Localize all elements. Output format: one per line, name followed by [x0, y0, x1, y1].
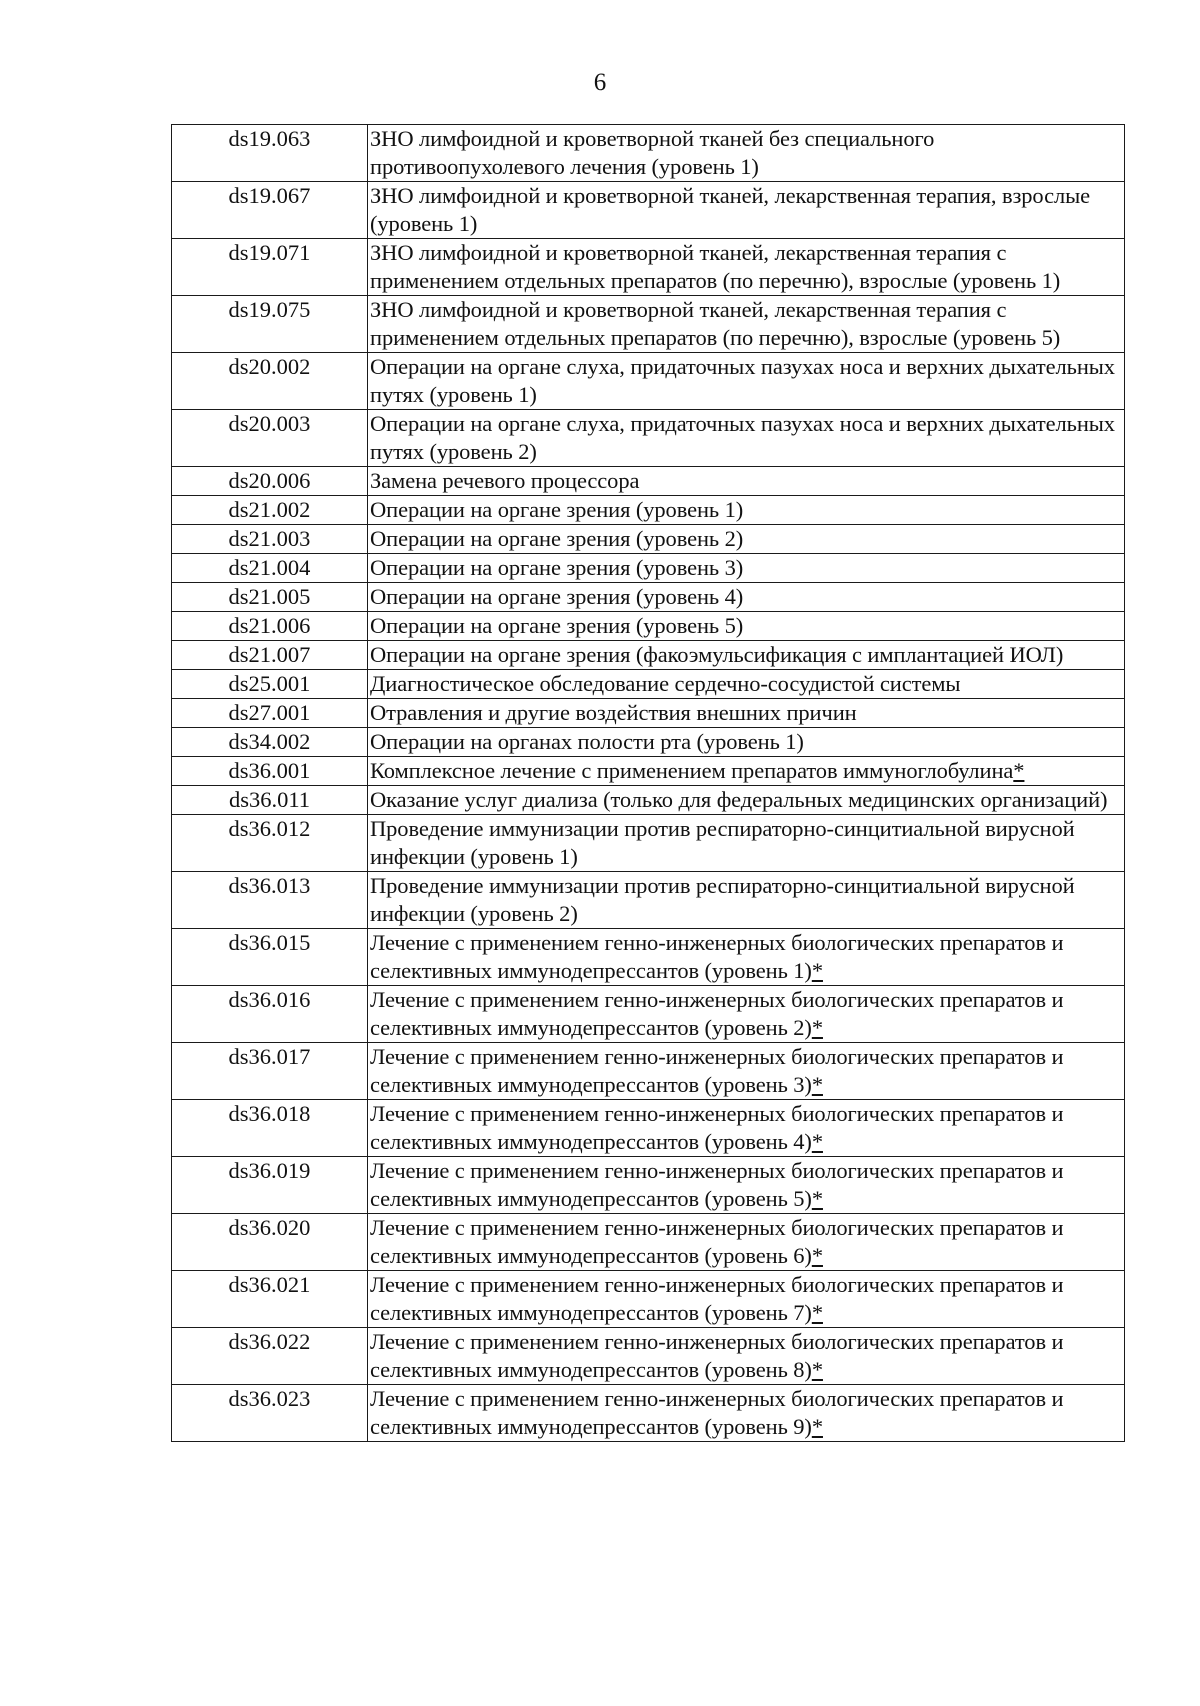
footnote-asterisk: * — [1013, 758, 1025, 783]
row-code: ds25.001 — [172, 670, 368, 699]
row-code: ds36.016 — [172, 986, 368, 1043]
row-description-text: Операции на органе зрения (уровень 1) — [370, 497, 744, 522]
row-code: ds20.006 — [172, 467, 368, 496]
table-row — [172, 583, 1125, 612]
row-code: ds36.013 — [172, 872, 368, 929]
row-description — [368, 728, 1125, 757]
footnote-asterisk: * — [811, 1186, 823, 1211]
row-description — [368, 612, 1125, 641]
row-description — [368, 1328, 1125, 1385]
row-description — [368, 583, 1125, 612]
table-row — [172, 525, 1125, 554]
row-description-text: Лечение с применением генно-инженерных биологических препаратов и селективных иммунодепрессантов (уровень 8) — [370, 1329, 1064, 1382]
row-code: ds21.006 — [172, 612, 368, 641]
row-code: ds34.002 — [172, 728, 368, 757]
row-description — [368, 872, 1125, 929]
row-description-text: Операции на органе слуха, придаточных пазухах носа и верхних дыхательных путях (уровень 2) — [370, 411, 1115, 464]
row-description — [368, 641, 1125, 670]
row-description-text: Проведение иммунизации против респираторно-синцитиальной вирусной инфекции (уровень 1) — [370, 816, 1075, 869]
row-code: ds36.022 — [172, 1328, 368, 1385]
row-description-text: Лечение с применением генно-инженерных биологических препаратов и селективных иммунодепрессантов (уровень 6) — [370, 1215, 1064, 1268]
row-description — [368, 182, 1125, 239]
table-row — [172, 757, 1125, 786]
row-code: ds36.015 — [172, 929, 368, 986]
table-row — [172, 467, 1125, 496]
row-code: ds27.001 — [172, 699, 368, 728]
row-description — [368, 467, 1125, 496]
table-row — [172, 1100, 1125, 1157]
row-description-text: Операции на органе зрения (уровень 2) — [370, 526, 744, 551]
table-row — [172, 1043, 1125, 1100]
row-description — [368, 1271, 1125, 1328]
row-code: ds36.011 — [172, 786, 368, 815]
table-row — [172, 353, 1125, 410]
table-row — [172, 1385, 1125, 1442]
row-description-text: Отравления и другие воздействия внешних причин — [370, 700, 857, 725]
row-description-text: Лечение с применением генно-инженерных биологических препаратов и селективных иммунодепрессантов (уровень 5) — [370, 1158, 1064, 1211]
table-row — [172, 1214, 1125, 1271]
table-row — [172, 670, 1125, 699]
table-row — [172, 1328, 1125, 1385]
table-row — [172, 929, 1125, 986]
row-description-text: Комплексное лечение с применением препаратов иммуноглобулина — [370, 758, 1014, 783]
footnote-asterisk: * — [811, 1414, 823, 1439]
row-description — [368, 1157, 1125, 1214]
table-row — [172, 641, 1125, 670]
row-description-text: Лечение с применением генно-инженерных биологических препаратов и селективных иммунодепрессантов (уровень 2) — [370, 987, 1064, 1040]
row-description-text: Лечение с применением генно-инженерных биологических препаратов и селективных иммунодепрессантов (уровень 4) — [370, 1101, 1064, 1154]
row-code: ds20.002 — [172, 353, 368, 410]
row-description-text: ЗНО лимфоидной и кроветворной тканей, лекарственная терапия с применением отдельных препаратов (по перечню), взрослые (уровень 1) — [370, 240, 1061, 293]
table-row — [172, 728, 1125, 757]
row-description — [368, 353, 1125, 410]
row-code: ds21.004 — [172, 554, 368, 583]
row-description-text: Лечение с применением генно-инженерных биологических препаратов и селективных иммунодепрессантов (уровень 7) — [370, 1272, 1064, 1325]
table-row — [172, 699, 1125, 728]
row-description — [368, 525, 1125, 554]
row-description-text: Лечение с применением генно-инженерных биологических препаратов и селективных иммунодепрессантов (уровень 1) — [370, 930, 1064, 983]
row-code: ds21.003 — [172, 525, 368, 554]
footnote-asterisk: * — [811, 1015, 823, 1040]
table-row — [172, 410, 1125, 467]
table-row — [172, 815, 1125, 872]
row-description — [368, 1214, 1125, 1271]
row-description-text: ЗНО лимфоидной и кроветворной тканей без специального противоопухолевого лечения (уровень 1) — [370, 126, 935, 179]
row-code: ds36.017 — [172, 1043, 368, 1100]
row-description — [368, 296, 1125, 353]
footnote-asterisk: * — [811, 1300, 823, 1325]
row-description — [368, 1043, 1125, 1100]
row-description — [368, 986, 1125, 1043]
row-code: ds19.063 — [172, 125, 368, 182]
table-row — [172, 182, 1125, 239]
row-code: ds21.005 — [172, 583, 368, 612]
row-description-text: ЗНО лимфоидной и кроветворной тканей, лекарственная терапия, взрослые (уровень 1) — [370, 183, 1091, 236]
row-description-text: Лечение с применением генно-инженерных биологических препаратов и селективных иммунодепрессантов (уровень 9) — [370, 1386, 1064, 1439]
footnote-asterisk: * — [811, 1129, 823, 1154]
row-description-text: Операции на органе зрения (уровень 4) — [370, 584, 744, 609]
row-description — [368, 1100, 1125, 1157]
row-code: ds36.018 — [172, 1100, 368, 1157]
row-code: ds19.067 — [172, 182, 368, 239]
footnote-asterisk: * — [811, 958, 823, 983]
footnote-asterisk: * — [811, 1243, 823, 1268]
table-row — [172, 125, 1125, 182]
footnote-asterisk: * — [811, 1357, 823, 1382]
row-description — [368, 815, 1125, 872]
row-description-text: Операции на органе зрения (факоэмульсификация с имплантацией ИОЛ) — [370, 642, 1064, 667]
row-description-text: Операции на органе зрения (уровень 3) — [370, 555, 744, 580]
row-description — [368, 125, 1125, 182]
row-code: ds36.023 — [172, 1385, 368, 1442]
table-row — [172, 786, 1125, 815]
table-row — [172, 554, 1125, 583]
row-description — [368, 554, 1125, 583]
table-row — [172, 872, 1125, 929]
row-description — [368, 757, 1125, 786]
row-description — [368, 929, 1125, 986]
row-code: ds21.002 — [172, 496, 368, 525]
row-code: ds36.012 — [172, 815, 368, 872]
row-code: ds19.071 — [172, 239, 368, 296]
table-row — [172, 239, 1125, 296]
row-description — [368, 670, 1125, 699]
row-description — [368, 699, 1125, 728]
table-row — [172, 1271, 1125, 1328]
table-row — [172, 296, 1125, 353]
row-code: ds36.001 — [172, 757, 368, 786]
code-table — [171, 124, 1125, 1442]
row-description-text: Операции на органах полости рта (уровень 1) — [370, 729, 804, 754]
row-description — [368, 239, 1125, 296]
table-body — [172, 125, 1125, 1442]
row-description-text: Лечение с применением генно-инженерных биологических препаратов и селективных иммунодепрессантов (уровень 3) — [370, 1044, 1064, 1097]
row-code: ds19.075 — [172, 296, 368, 353]
page-number: 6 — [593, 69, 607, 96]
row-description — [368, 410, 1125, 467]
table-row — [172, 612, 1125, 641]
row-description-text: ЗНО лимфоидной и кроветворной тканей, лекарственная терапия с применением отдельных препаратов (по перечню), взрослые (уровень 5) — [370, 297, 1061, 350]
footnote-asterisk: * — [811, 1072, 823, 1097]
row-description-text: Операции на органе слуха, придаточных пазухах носа и верхних дыхательных путях (уровень 1) — [370, 354, 1115, 407]
row-code: ds36.021 — [172, 1271, 368, 1328]
row-description — [368, 1385, 1125, 1442]
row-code: ds36.019 — [172, 1157, 368, 1214]
row-code: ds20.003 — [172, 410, 368, 467]
row-description-text: Оказание услуг диализа (только для федеральных медицинских организаций) — [370, 787, 1108, 812]
table-row — [172, 496, 1125, 525]
row-description-text: Диагностическое обследование сердечно-сосудистой системы — [370, 671, 961, 696]
table-row — [172, 1157, 1125, 1214]
row-description-text: Замена речевого процессора — [370, 468, 640, 493]
table-row — [172, 986, 1125, 1043]
row-description-text: Операции на органе зрения (уровень 5) — [370, 613, 744, 638]
row-description — [368, 496, 1125, 525]
row-description — [368, 786, 1125, 815]
row-code: ds21.007 — [172, 641, 368, 670]
row-code: ds36.020 — [172, 1214, 368, 1271]
row-description-text: Проведение иммунизации против респираторно-синцитиальной вирусной инфекции (уровень 2) — [370, 873, 1075, 926]
